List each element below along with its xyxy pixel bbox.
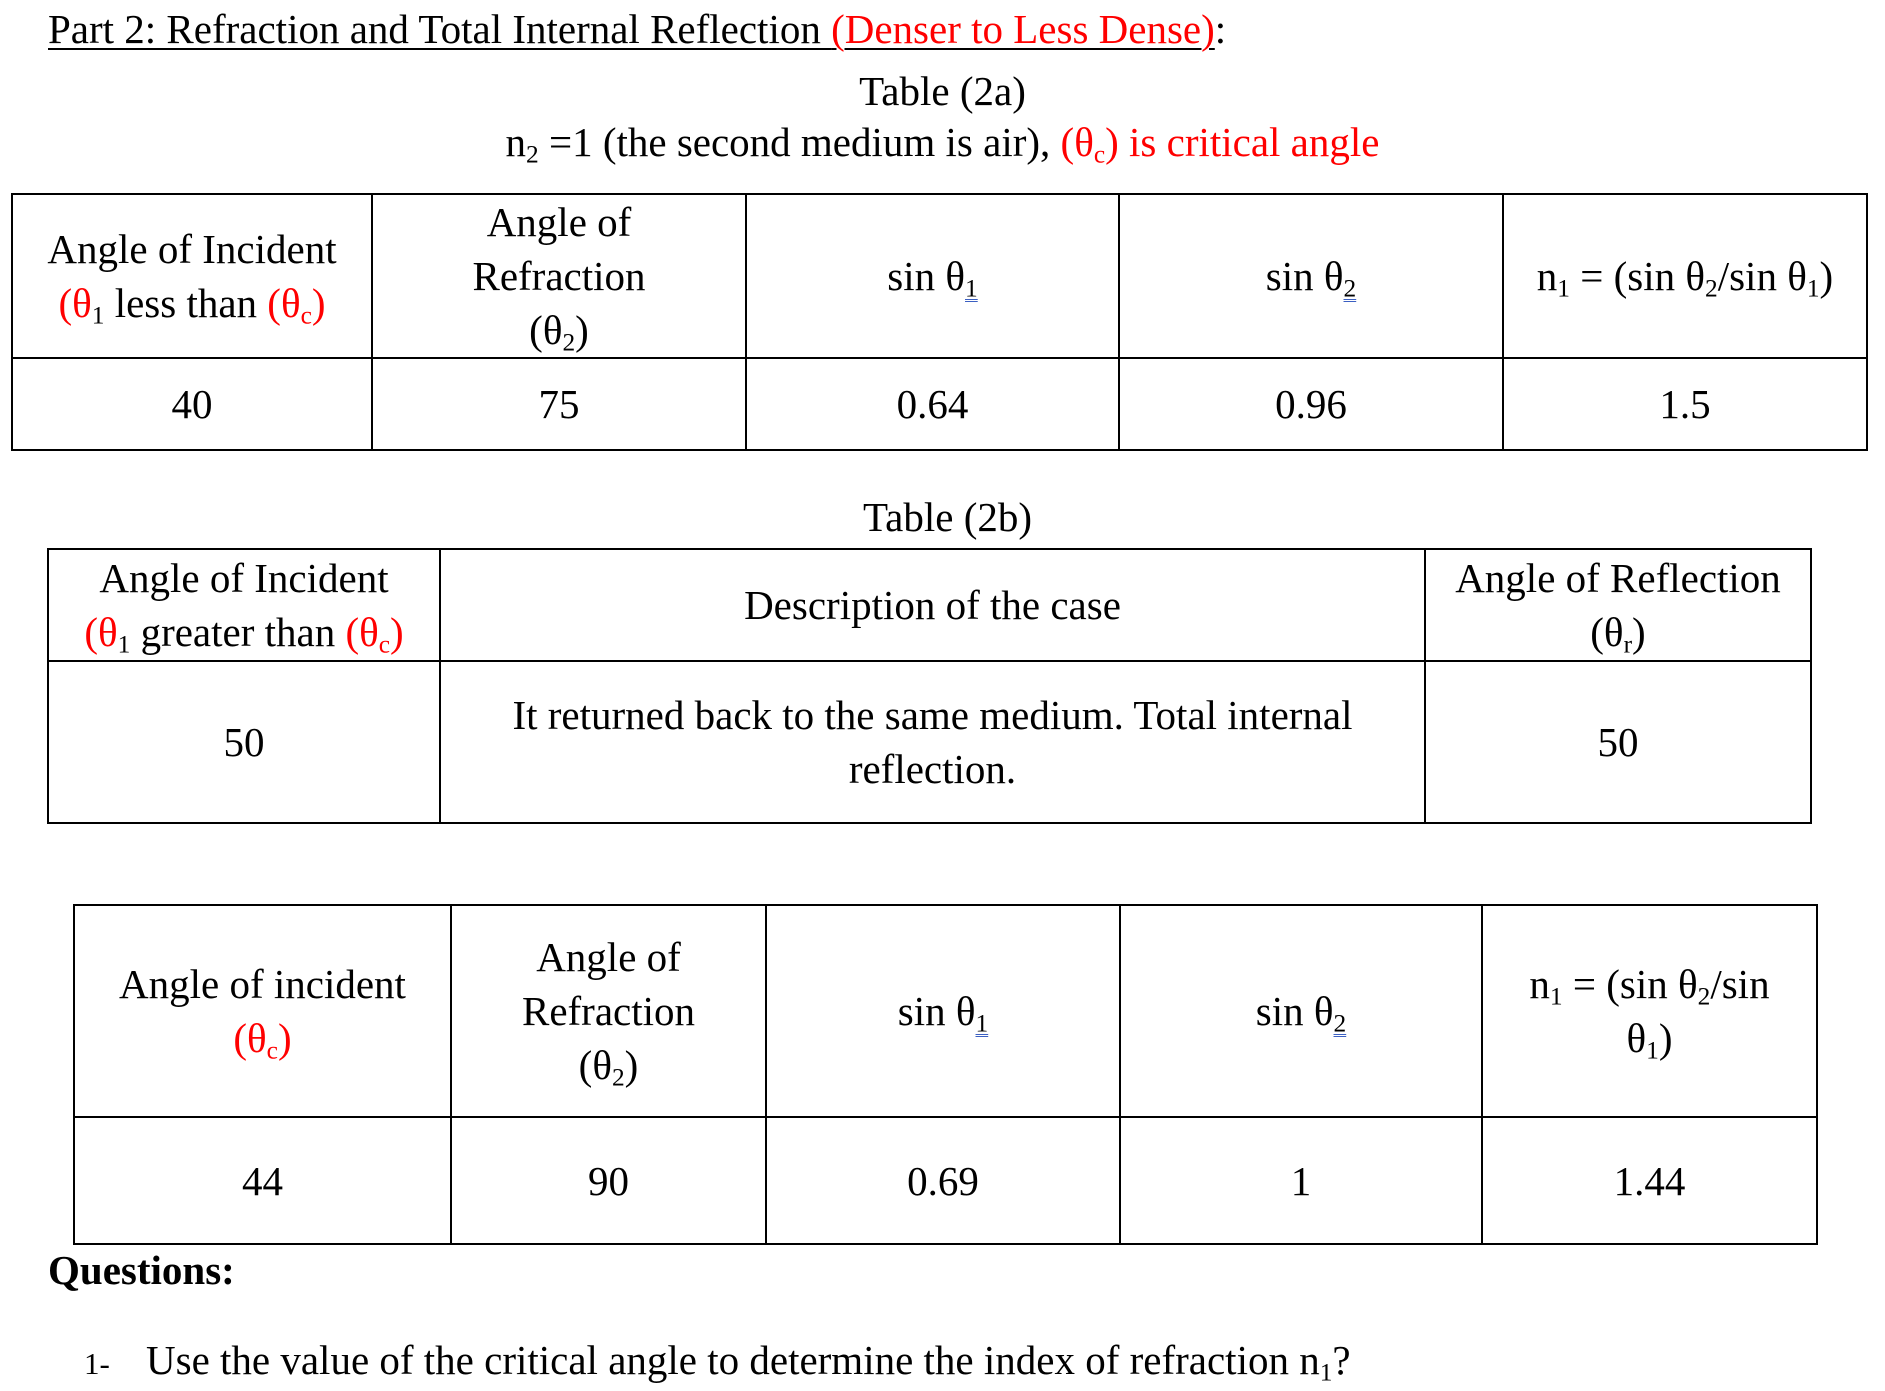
cell-refraction: 90 xyxy=(451,1117,766,1244)
cell-description: It returned back to the same medium. Total internal reflection. xyxy=(440,661,1425,823)
header-refraction: Angle of Refraction $(\theta_2)$ xyxy=(451,905,766,1117)
header-incident: Angle of Incident ($\theta_1$ less than $(\theta_c)$ xyxy=(12,194,372,358)
cell-n1: 1.5 xyxy=(1503,358,1867,450)
table-header-row xyxy=(74,905,1817,1117)
cell-incident: 50 xyxy=(48,661,440,823)
cell-refraction: 75 xyxy=(372,358,746,450)
question-1: 1- Use the value of the critical angle to determine the index of refraction $n_1$? xyxy=(84,1335,1351,1389)
header-incident: Angle of incident $(\theta_c)$ xyxy=(74,905,451,1117)
table-header-row xyxy=(48,549,1811,661)
table-row xyxy=(74,1117,1817,1244)
header-reflection: Angle of Reflection $(\theta_r)$ xyxy=(1425,549,1811,661)
table-2a-caption: Table (2a) xyxy=(859,68,1026,114)
table-row xyxy=(12,358,1867,450)
table-2b-caption: Table (2b) xyxy=(862,494,1033,540)
cell-sin-theta2: 1 xyxy=(1120,1117,1482,1244)
table-header-row xyxy=(12,194,1867,358)
cell-n1: 1.44 xyxy=(1482,1117,1817,1244)
cell-sin-theta1: 0.64 xyxy=(746,358,1119,450)
header-sin-theta1: $\sin \theta_1$ xyxy=(766,905,1120,1117)
cell-sin-theta2: 0.96 xyxy=(1119,358,1503,450)
cell-incident: 44 xyxy=(74,1117,451,1244)
header-description: Description of the case xyxy=(440,549,1425,661)
table-2b xyxy=(47,548,1812,824)
questions-title: Questions: xyxy=(48,1247,235,1293)
section-heading: Part 2: Refraction and Total Internal Reflection (Denser to Less Dense): xyxy=(48,6,1227,52)
header-n1-formula: $n_1 = (\sin$ $\theta_2/\sin$ $\theta_1$) xyxy=(1503,194,1867,358)
header-n1-formula: $n_1 = (\sin$ $\theta_2/\sin$ $\theta_1$) xyxy=(1482,905,1817,1117)
header-sin-theta2: $\sin \theta_2$ xyxy=(1119,194,1503,358)
header-incident: Angle of Incident ($\theta_1$ greater than $(\theta_c)$ xyxy=(48,549,440,661)
cell-reflection: 50 xyxy=(1425,661,1811,823)
cell-incident: 40 xyxy=(12,358,372,450)
table-2a-subcaption: $n_2 =1$ (the second medium is air), $(\theta_c)$ is critical angle xyxy=(505,119,1380,169)
table-row xyxy=(48,661,1811,823)
question-number: 1- xyxy=(84,1346,110,1381)
cell-sin-theta1: 0.69 xyxy=(766,1117,1120,1244)
header-sin-theta1: $\sin \theta_1$ xyxy=(746,194,1119,358)
table-critical-angle xyxy=(73,904,1818,1245)
header-sin-theta2: $\sin \theta_2$ xyxy=(1120,905,1482,1117)
table-2a xyxy=(11,193,1868,451)
header-refraction: Angle of Refraction $(\theta_2)$ xyxy=(372,194,746,358)
